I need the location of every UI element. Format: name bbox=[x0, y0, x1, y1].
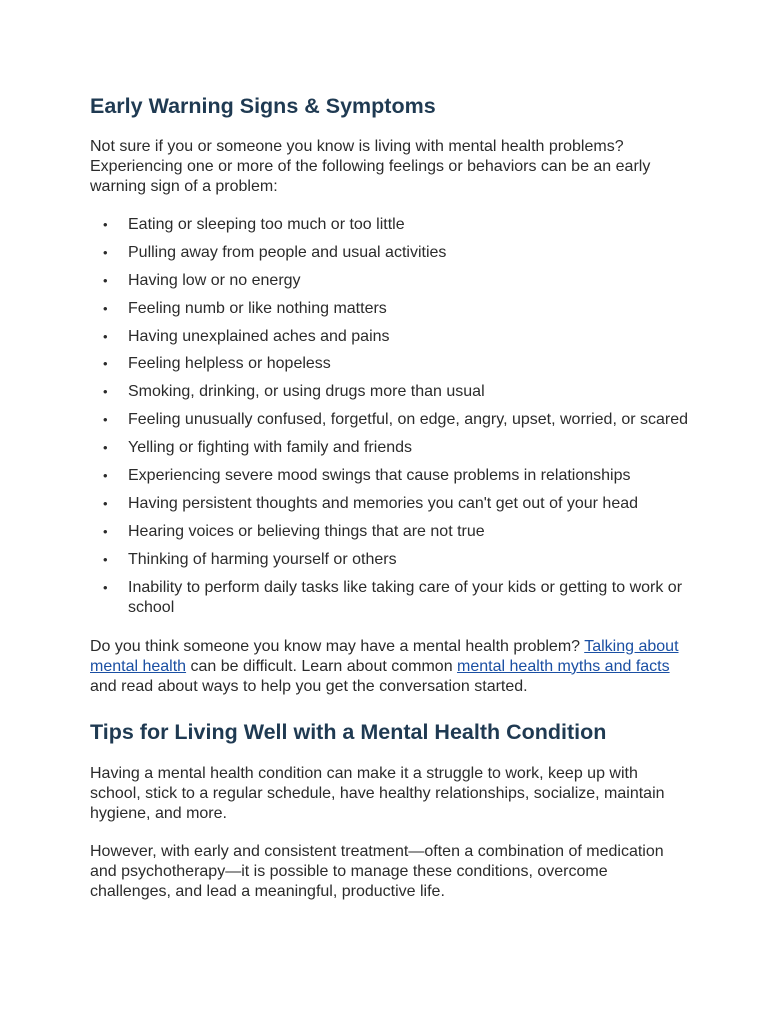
bullet-icon: • bbox=[103, 579, 108, 595]
myths-and-facts-link[interactable]: mental health myths and facts bbox=[457, 657, 670, 675]
bullet-icon: • bbox=[103, 356, 108, 372]
bullet-icon: • bbox=[103, 217, 108, 232]
bullet-icon: • bbox=[103, 495, 108, 511]
bullet-icon: • bbox=[103, 523, 108, 539]
symptom-text: Having low or no energy bbox=[128, 271, 301, 289]
document-page bbox=[90, 92, 690, 902]
symptom-text: Smoking, drinking, or using drugs more than usual bbox=[128, 383, 485, 401]
bullet-icon: • bbox=[103, 384, 108, 400]
symptom-text: Pulling away from people and usual activities bbox=[128, 243, 447, 261]
tips-paragraph-2: However, with early and consistent treatment—often a combination of medication and psychotherapy—it is possible to manage these conditions, overcome challenges, and lead a meaningful, productive life. bbox=[90, 842, 664, 900]
talking-about-mental-health-link[interactable]: Talking about mental health bbox=[90, 637, 679, 675]
symptom-text: Thinking of harming yourself or others bbox=[128, 550, 397, 568]
symptom-text: Having persistent thoughts and memories you can't get out of your head bbox=[128, 494, 639, 512]
bullet-icon: • bbox=[103, 551, 108, 567]
symptom-text: Eating or sleeping too much or too little bbox=[128, 216, 405, 233]
symptom-list-item bbox=[90, 494, 690, 515]
section-heading-warning-signs: Early Warning Signs & Symptoms bbox=[90, 94, 436, 118]
bullet-icon: • bbox=[103, 440, 108, 456]
symptom-list-item bbox=[90, 438, 690, 459]
bullet-icon: • bbox=[103, 244, 108, 260]
bullet-icon: • bbox=[103, 272, 108, 288]
symptom-text: Feeling numb or like nothing matters bbox=[128, 299, 387, 317]
followup-text-3: and read about ways to help you get the conversation started. bbox=[90, 677, 528, 695]
symptom-text: Hearing voices or believing things that are not true bbox=[128, 522, 485, 540]
symptom-list-item bbox=[90, 410, 690, 431]
symptom-list-item bbox=[90, 466, 690, 487]
symptom-list-item bbox=[90, 299, 690, 320]
bullet-icon: • bbox=[103, 468, 108, 484]
symptom-list-item bbox=[90, 327, 690, 348]
symptom-list-item bbox=[90, 354, 690, 375]
tips-paragraph-1: Having a mental health condition can make it a struggle to work, keep up with school, stick to a regular schedule, have healthy relationships, socialize, maintain hygiene, and more. bbox=[90, 764, 665, 822]
symptom-list-item bbox=[90, 578, 690, 619]
symptom-list-item bbox=[90, 550, 690, 571]
followup-paragraph bbox=[90, 637, 690, 697]
symptom-text: Experiencing severe mood swings that cause problems in relationships bbox=[128, 467, 631, 485]
bullet-icon: • bbox=[103, 328, 108, 344]
symptom-list-item bbox=[90, 382, 690, 403]
followup-text-1: Do you think someone you know may have a mental health problem? bbox=[90, 637, 585, 655]
section-heading-tips: Tips for Living Well with a Mental Health Condition bbox=[90, 719, 607, 744]
symptom-list-item bbox=[90, 215, 690, 236]
symptom-text: Yelling or fighting with family and friends bbox=[128, 439, 413, 457]
symptom-list-item bbox=[90, 522, 690, 543]
symptom-text: Feeling helpless or hopeless bbox=[128, 355, 331, 373]
symptom-list-item bbox=[90, 243, 690, 264]
symptom-list-item bbox=[90, 271, 690, 292]
symptom-text: Inability to perform daily tasks like taking care of your kids or getting to work or school bbox=[128, 578, 683, 617]
bullet-icon: • bbox=[103, 412, 108, 428]
bullet-icon: • bbox=[103, 300, 108, 316]
symptom-list bbox=[90, 215, 690, 619]
symptom-text: Feeling unusually confused, forgetful, on edge, angry, upset, worried, or scared bbox=[128, 411, 689, 429]
symptom-text: Having unexplained aches and pains bbox=[128, 327, 390, 345]
intro-paragraph: Not sure if you or someone you know is living with mental health problems? Experiencing one or more of the following feelings or behaviors can be an early warning sign of a problem: bbox=[90, 138, 651, 195]
followup-text-2: can be difficult. Learn about common bbox=[186, 657, 458, 675]
